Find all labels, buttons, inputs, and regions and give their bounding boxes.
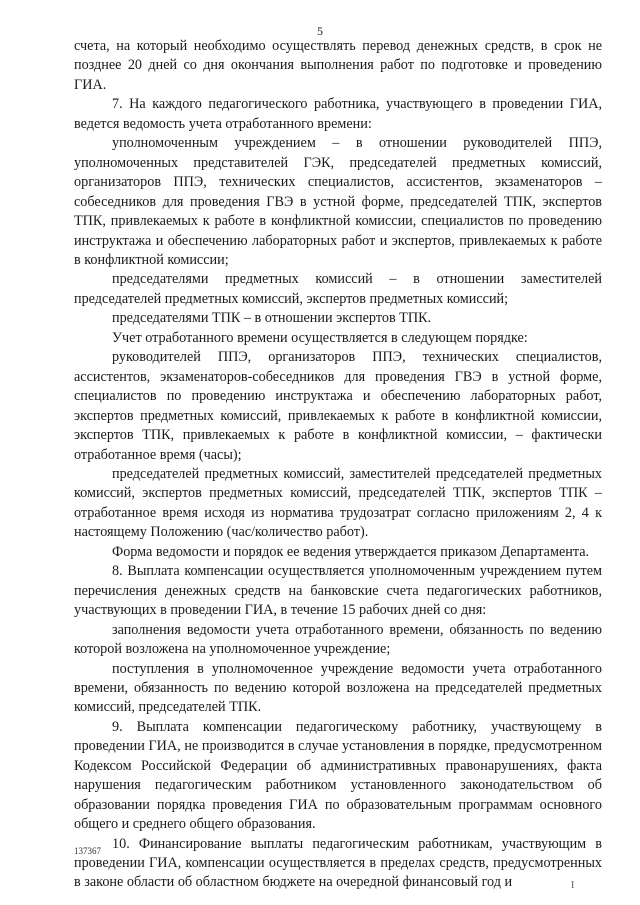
page-number: 5 <box>317 24 323 38</box>
paragraph-filling-statement: заполнения ведомости учета отработанного времени, обязанность по ведению которой возложена на уполномоченное учреждение; <box>74 621 602 658</box>
paragraph-item-10: 10. Финансирование выплаты педагогическим работникам, участвующим в проведении ГИА, компенсации осуществляется в пределах средств, предусмотренных в законе области об областном бюджете на очередной финансовый год и <box>74 835 602 891</box>
paragraph-actual-hours: руководителей ППЭ, организаторов ППЭ, технических специалистов, ассистентов, экзаменаторов-собеседников для проведения ГВЭ в устной форме, специалистов по проведению инструктажа и обеспечению лабораторных работ, экспертов предметных комиссий, привлекаемых к работе в конфликтной комиссии, экспертов ТПК, привлекаемых к работе в конфликтной комиссии, – фактически отработанное время (часы); <box>74 349 602 463</box>
paragraph-item-7: 7. На каждого педагогического работника, участвующего в проведении ГИА, ведется ведомость учета отработанного времени: <box>74 96 602 132</box>
paragraph-item-9: 9. Выплата компенсации педагогическому работнику, участвующему в проведении ГИА, не производится в случае установления в порядке, предусмотренном Кодексом Российской Федерации об административных правонарушениях, факта нарушения педагогическим работником установленного законодательством об образовании порядка проведения ГИА по образовательным программам основного общего и среднего общего образования. <box>74 718 602 833</box>
corner-mark: I <box>571 880 575 891</box>
paragraph-tpk-chairs: председателями ТПК – в отношении экспертов ТПК. <box>112 310 432 327</box>
document-body <box>74 37 602 893</box>
paragraph-receipt-statement: поступления в уполномоченное учреждение ведомости учета отработанного времени, обязанность по ведению которой возложена на председателей предметных комиссий, председателей ТПК. <box>74 660 602 716</box>
paragraph-accounting-order: Учет отработанного времени осуществляется в следующем порядке: <box>112 329 528 346</box>
paragraph-item-8: 8. Выплата компенсации осуществляется уполномоченным учреждением путем перечисления денежных средств на банковские счета педагогических работников, участвующих в проведении ГИА, в течение 15 рабочих дней со дня: <box>74 563 602 619</box>
paragraph-form-approval: Форма ведомости и порядок ее ведения утверждается приказом Департамента. <box>112 543 590 560</box>
paragraph-continuation: счета, на который необходимо осуществлять перевод денежных средств, в срок не позднее 20 дней со дня окончания выполнения работ по подготовке и проведению ГИА. <box>74 38 602 93</box>
paragraph-subject-commission-chairs: председателями предметных комиссий – в отношении заместителей председателей предметных комиссий, экспертов предметных комиссий; <box>74 271 602 307</box>
paragraph-normative-hours: председателей предметных комиссий, заместителей председателей предметных комиссий, экспертов предметных комиссий, председателей ТПК, экспертов ТПК – отработанное время исходя из норматива трудозатрат согласно приложениям 2, 4 к настоящему Положению (час/количество работ). <box>74 465 602 541</box>
document-code: 137367 <box>74 846 101 856</box>
paragraph-authorized-institution: уполномоченным учреждением – в отношении руководителей ППЭ, уполномоченных представителей ГЭК, председателей предметных комиссий, организаторов ППЭ, технических специалистов, ассистентов, экзаменаторов – собеседников для проведения ГВЭ в устной форме, председателей ТПК, экспертов ТПК, привлекаемых к работе в конфликтной комиссии, специалистов по проведению инструктажа и обеспечению лабораторных работ и экспертов, привлекаемых к работе в конфликтной комиссии; <box>74 135 602 268</box>
